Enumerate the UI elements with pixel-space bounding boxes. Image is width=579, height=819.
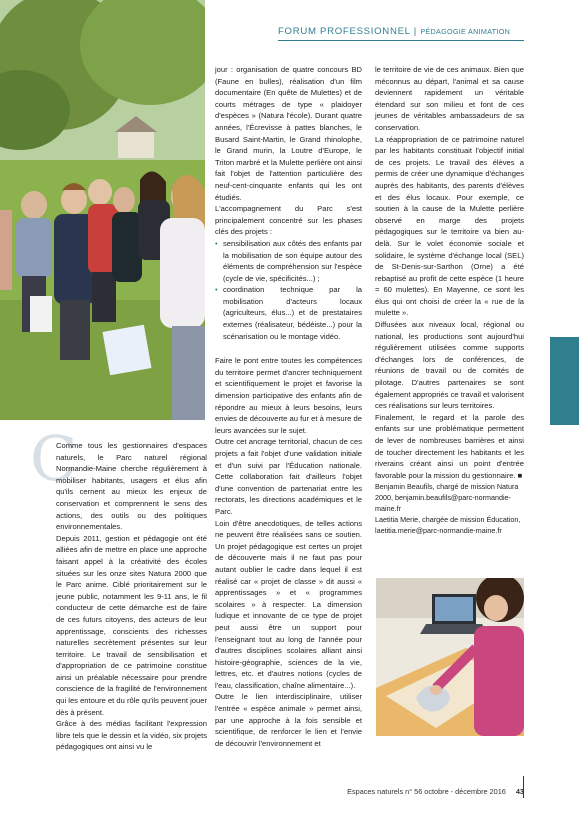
footer-magazine: Espaces naturels n° 56 octobre - décembre 2016	[347, 787, 506, 796]
page-footer	[0, 787, 524, 796]
author-credit: Laetitia Merie, chargée de mission Éducation, laetitia.merie@parc-normandie-maine.fr	[375, 515, 521, 536]
paragraph: La réappropriation de ce patrimoine naturel par les habitants constituait l'objectif initial de ces projets. Le travail des élèves a permis de créer une dynamique d'échanges auprès des habitants, des parents d'élèves et des élus locaux. Pour exemple, ce soutien à la cause de la Mulette perlière observé en marge des projets pédagogiques sur le territoire va bien au-delà. Sur le volet économie sociale et solidaire, le système d'échange local (SEL) de St-Denis-sur-Sarthon (Orne) a été rebaptisé au profit de cette espèce (1 heure = 60 mulettes). En Mayenne, ce sont les élus qui ont choisi de créer la « rue de la mulette ».	[375, 134, 524, 318]
article-column-1	[56, 440, 207, 753]
paragraph: Finalement, le regard et la parole des enfants sur une problématique permettent de lever de nombreuses barrières et ainsi de toucher directement les habitants et les riverains créant ainsi un point d'entrée favorable pour la mission du gestionnaire. ■	[375, 412, 524, 480]
paragraph: Grâce à des médias facilitant l'expression libre tels que le dessin et la vidéo, six projets pédagogiques ont ainsi vu le	[56, 719, 207, 752]
bullet-list	[215, 238, 362, 342]
paragraph: Depuis 2011, gestion et pédagogie ont été alliées afin de mettre en place une approche faisant appel à la créativité des écoles situées sur les onze sites Natura 2000 que le Parc anime. Ciblé prioritairement sur le jeune public, notamment les 9-11 ans, le fil conducteur de cette démarche est de faire de ces futurs citoyens, des acteurs de leur apprentissage, conscients des richesses naturelles secrètement présentes sur leur territoire. Le travail de sensibilisation et d'appropriation de ce patrimoine constitue ainsi un préalable nécessaire pour prendre conscience de la fragilité de l'environnement qui les entoure et du rôle qu'ils peuvent jouer dès à présent.	[56, 533, 207, 717]
article-column-2	[215, 64, 362, 749]
paragraph: Outre cet ancrage territorial, chacun de ces projets a fait l'objet d'une validation initiale et d'un suivi par l'Éducation nationale. Cette collaboration fait d'ailleurs l'objet d'une convention de partenariat entre les rectorats, les directions académiques et le Parc.	[215, 437, 362, 516]
paragraph: Outre le lien interdisciplinaire, utiliser l'entrée « espèce animale » permet ainsi, par une approche à la fois sensible et scientifique, de renforcer le lien et l'envie de découvrir l'environnement et	[215, 692, 362, 748]
article-column-3	[375, 64, 524, 536]
header-subsection: PÉDAGOGIE ANIMATION	[420, 27, 511, 36]
header-section: FORUM PROFESSIONNEL	[278, 26, 411, 37]
paragraph: L'accompagnement du Parc s'est principalement concentré sur les phases clés des projets :	[215, 204, 362, 237]
paragraph: Faire le pont entre toutes les compétences du territoire permet d'ancrer techniquement et scientifiquement le projet et favorise la dimension participative des enfants afin de répondre au mieux à leurs besoins, leurs envies de découverte au fur et à mesure de leurs avancées sur le sujet.	[215, 356, 362, 435]
page-number: 43	[515, 787, 524, 796]
paragraph: Diffusées aux niveaux local, régional ou national, les productions sont aujourd'hui régulièrement utilisées comme supports d'échanges lors de conférences, de réunions de travail ou de comités de pilotage. D'autres partenaires se sont également appropriés ce travail et valorisent ces réalisations sur leurs territoires.	[375, 320, 525, 411]
photo-child-laptop-image	[376, 578, 524, 736]
photo-child-laptop	[376, 578, 524, 736]
bullet-item: • coordination technique par la mobilisation d'acteurs locaux (agriculteurs, élus...) et de prestataires externes (réalisateur, bédéiste...) pour la scénarisation ou le montage vidéo.	[223, 284, 362, 342]
photo-children-meadow-image	[0, 0, 205, 420]
paragraph: le territoire de vie de ces animaux. Bien que méconnus au départ, l'animal et sa cause deviennent rapidement un véritable étendard sur son milieu et font de ces jeunes de véritables ambassadeurs de sa conservation.	[375, 65, 524, 132]
drop-cap: C	[30, 422, 78, 495]
column-2-continuation	[215, 355, 362, 749]
paragraph: Loin d'être anecdotiques, de telles actions ne peuvent être réalisées sans ce soutien. Un projet pédagogique est certes un projet de découverte mais il ne faut pas pour autant oublier le cadre dans lequel il est réalisé car « projet de classe » dit aussi « apprentissages » et « programmes scolaires » à respecter. La dimension ludique et innovante de ce type de projet peut aussi être un support pour l'enseignant tout au long de l'année pour d'autres disciplines scolaires alliant ainsi histoire-géographie, sciences de la vie, lettres, etc. et d'autres notions (cycles de l'eau, classification, chaîne alimentaire...).	[215, 518, 362, 690]
bullet-item: • sensibilisation aux côtés des enfants par la mobilisation de son équipe autour des éléments de compréhension sur l'espèce (cycle de vie, spécificités...) ;	[223, 238, 362, 284]
paragraph: jour : organisation de quatre concours BD (Faune en bulles), réalisation d'un film documentaire (En quête de Mulettes) et de courts métrages de type « plaidoyer d'espèces » (Natura l'école). Durant quatre années, l'Écrevisse à pattes blanches, le Busard Saint-Martin, le Grand rhinolophe, le Grand murin, la Loutre d'Europe, le Triton marbré et la Mulette perlière ont ainsi fait l'objet de l'attention particulière des neuf-cent-cinquante enfants qui les ont étudiés.	[215, 65, 362, 202]
author-credit: Benjamin Beaufils, chargé de mission Natura 2000, benjamin.beaufils@parc-normandie-maine.fr	[375, 482, 519, 514]
header-separator: |	[413, 26, 417, 37]
paragraph: Comme tous les gestionnaires d'espaces naturels, le Parc naturel régional Normandie-Maine cherche régulièrement à mobiliser habitants, usagers et élus afin qu'ils cernent au mieux les enjeux de conservation et comprennent le sens des actions, des outils ou des politiques environnementales.	[56, 441, 207, 532]
photo-children-meadow	[0, 0, 205, 420]
side-color-tab	[550, 337, 579, 425]
header-divider	[278, 40, 524, 41]
section-header	[278, 26, 524, 37]
